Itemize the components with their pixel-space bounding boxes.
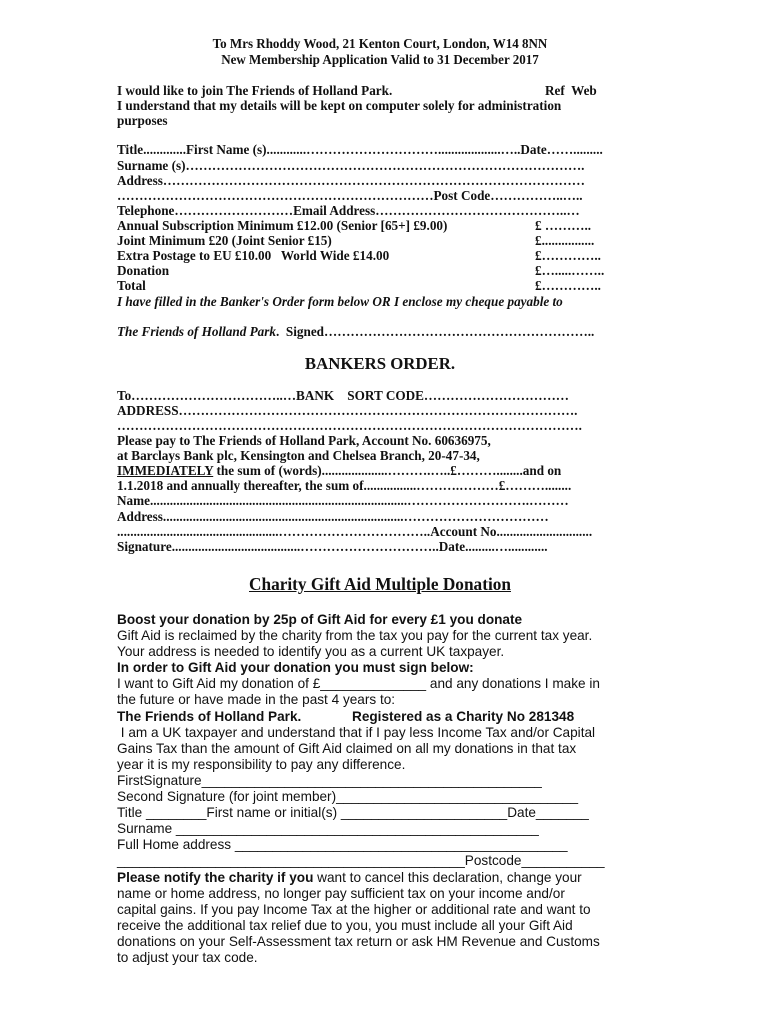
first-signature-field[interactable]: FirstSignature_____________________________________________ [117,773,542,788]
bank-sortcode-field[interactable]: To……………………………..…BANK SORT CODE…………………………… [117,388,569,403]
pay-line-1: Please pay to The Friends of Holland Park, Account No. 60636975, [117,433,491,448]
notify-rest: want to cancel this declaration, change your [313,870,582,885]
want-line-2: the future or have made in the past 4 years to: [117,692,396,707]
boost-line: Boost your donation by 25p of Gift Aid for every £1 you donate [117,612,523,627]
joint-minimum-label: Joint Minimum £20 (Joint Senior £15) [117,233,332,248]
bank-address-field-2[interactable]: ……………………………………………………………………………………………. [117,418,582,433]
taxpayer-line-2: Gains Tax than the amount of Gift Aid claimed on all my donations in that tax [117,741,577,756]
surname-field[interactable]: Surname (s)………………………………………………………………………………. [117,158,585,173]
recipient-address: To Mrs Rhoddy Wood, 21 Kenton Court, London, W14 8NN [212,36,548,51]
gift-aid-amount-field[interactable]: I want to Gift Aid my donation of £______________ and any donations I make in [117,676,600,691]
charity-name: The Friends of Holland Park. [117,709,302,724]
annual-subscription-label: Annual Subscription Minimum £12.00 (Senior [65+] £9.00) [117,218,448,233]
notify-bold: Please notify the charity if you [117,870,314,885]
understand-line-1: I understand that my details will be kept on computer solely for administration [117,98,562,113]
ref-label: Ref Web [545,83,597,98]
payee-name: The Friends of Holland Park [117,324,276,339]
total-amount[interactable]: £………….. [535,278,601,293]
signed-line[interactable] [117,325,594,338]
signature-date-field[interactable]: Signature.......................................…………………………..Date.........…............ [117,539,548,554]
bank-address-field[interactable]: ADDRESS………………………………………………………………………………. [117,403,578,418]
notify-line-6: to adjust your tax code. [117,950,258,965]
second-signature-field[interactable]: Second Signature (for joint member)________________________________ [117,789,579,804]
name-field[interactable]: Name..............................................................................……………………….……… [117,493,569,508]
donation-amount[interactable]: £….....…….. [535,263,605,278]
address-field[interactable]: Address…………………………………………………………………………………… [117,173,585,188]
must-sign-line: In order to Gift Aid your donation you must sign below: [117,660,474,675]
sum-words-field[interactable]: the sum of (words)....................……….…..£………........and on [213,463,562,478]
pay-line-2: at Barclays Bank plc, Kensington and Chelsea Branch, 20-47-34, [117,448,480,463]
join-line: I would like to join The Friends of Holland Park. [117,83,393,98]
notify-line-3: capital gains. If you pay Income Tax at the higher or additional rate and want to [117,902,591,917]
signed-field[interactable]: . Signed…………………………………………………….. [276,324,595,339]
notify-line-4: receive the additional tax relief due to you, you must include all your Gift Aid [117,918,573,933]
reclaimed-line: Gift Aid is reclaimed by the charity from the tax you pay for the current tax year. [117,628,593,643]
annual-subscription-amount[interactable]: £ ……….. [535,218,592,233]
donation-label: Donation [117,263,170,278]
joint-minimum-amount[interactable]: £................ [535,233,595,248]
notify-line-1 [117,871,582,885]
notify-line-2: name or home address, no longer pay sufficient tax on your income and/or [117,886,565,901]
home-address-field[interactable]: Full Home address ____________________________________________ [117,837,568,852]
bankers-note: I have filled in the Banker's Order form below OR I enclose my cheque payable to [117,294,563,309]
bankers-order-heading: BANKERS ORDER. [304,354,456,373]
understand-line-2: purposes [117,113,168,128]
telephone-email-field[interactable]: Telephone………………………Email Address……………………………………..… [117,203,580,218]
notify-line-5: donations on your Self-Assessment tax return or ask HM Revenue and Customs [117,934,600,949]
immediately-label: IMMEDIATELY [117,463,214,478]
gift-aid-heading: Charity Gift Aid Multiple Donation [249,574,511,594]
gift-aid-title-field[interactable]: Title ________First name or initial(s) ______________________Date_______ [117,805,589,820]
account-number-field[interactable]: .................................................……………………………..Account No............................. [117,524,593,539]
postage-amount[interactable]: £………….. [535,248,601,263]
address-postcode-field[interactable]: ………………………………………………………………Post Code……………..….. [117,188,583,203]
taxpayer-line-3: year it is my responsibility to pay any difference. [117,757,406,772]
title-field[interactable]: Title.............First Name (s)............…………………………...................…..Date……......... [117,142,603,157]
address-needed-line: Your address is needed to identify you as a current UK taxpayer. [117,644,505,659]
charity-registration: Registered as a Charity No 281348 [352,709,575,724]
taxpayer-line-1: I am a UK taxpayer and understand that if I pay less Income Tax and/or Capital [117,725,596,740]
postage-label: Extra Postage to EU £10.00 World Wide £14.00 [117,248,390,263]
annual-sum-field[interactable]: 1.1.2018 and annually thereafter, the sum of................……….………£………........ [117,478,572,493]
total-label: Total [117,278,146,293]
sum-words-line[interactable] [117,464,561,477]
address-field-bank[interactable]: Address.........................................................................…………………………… [117,509,549,524]
validity-line: New Membership Application Valid to 31 December 2017 [221,52,539,67]
gift-aid-surname-field[interactable]: Surname ________________________________________________ [117,821,539,836]
postcode-field[interactable]: ______________________________________________Postcode___________ [117,853,605,868]
